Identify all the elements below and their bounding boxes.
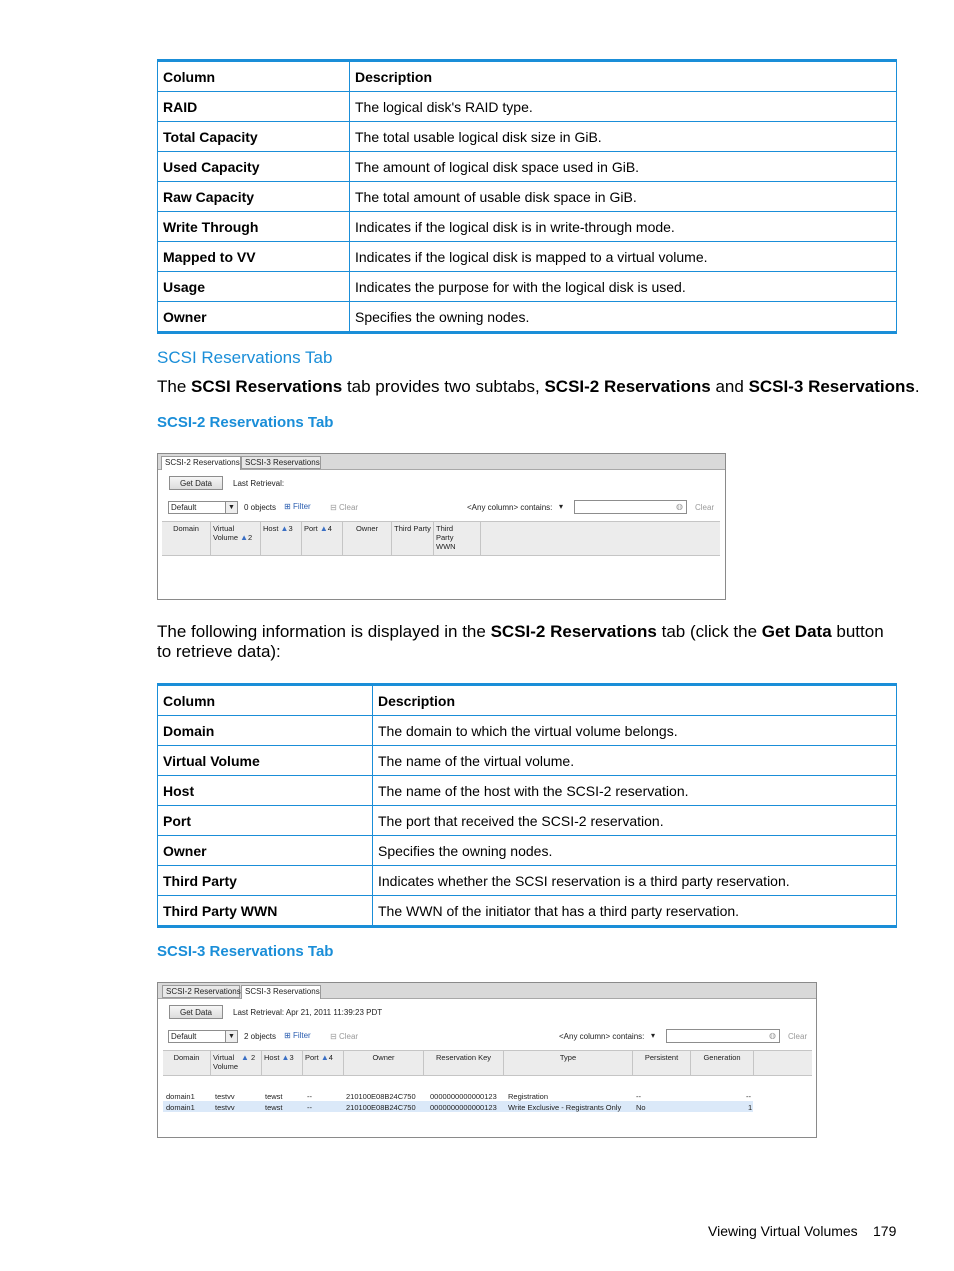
section-heading: SCSI Reservations Tab	[157, 348, 333, 367]
table-cell[interactable]: 1	[748, 1103, 753, 1112]
col-port[interactable]	[302, 522, 343, 555]
filter-icon: ⊞	[284, 1031, 291, 1040]
table-cell-desc: Indicates the purpose for with the logical disk is used.	[350, 272, 897, 302]
text: and	[710, 377, 749, 396]
last-retrieval-label: Last Retrieval: Apr 21, 2011 11:39:23 PDT	[233, 1008, 383, 1017]
clear-filter-button[interactable]	[330, 1032, 358, 1041]
description-header: Description	[350, 61, 897, 92]
table-cell[interactable]: tewst	[265, 1092, 283, 1101]
filter-button[interactable]	[284, 502, 311, 511]
table-cell-key: Third Party WWN	[158, 896, 373, 927]
filter-label: Filter	[292, 1031, 311, 1040]
table-cell-key: Domain	[158, 716, 373, 746]
chevron-down-icon: ▼	[225, 502, 237, 513]
tab-panel	[158, 999, 816, 1137]
table-cell-key: Owner	[158, 302, 350, 333]
table-cell-desc: The port that received the SCSI-2 reservation.	[373, 806, 897, 836]
tab-scsi3-reservations[interactable]: SCSI-3 Reservations	[241, 456, 321, 469]
table-cell-desc: The logical disk's RAID type.	[350, 92, 897, 122]
text: tab (click the	[656, 622, 762, 641]
table-cell-key: Raw Capacity	[158, 182, 350, 212]
view-select[interactable]	[168, 501, 238, 514]
scsi2-paragraph	[157, 622, 899, 662]
table-cell-desc: The amount of logical disk space used in GiB.	[350, 152, 897, 182]
sort-asc-icon: ▲	[319, 524, 328, 533]
table-cell[interactable]: --	[746, 1092, 751, 1101]
sort-asc-icon: ▲	[280, 524, 289, 533]
table-row	[158, 716, 897, 746]
object-count: 2 objects	[244, 1032, 277, 1041]
table-cell-desc: The WWN of the initiator that has a third party reservation.	[373, 896, 897, 927]
search-input[interactable]	[666, 1029, 780, 1043]
any-column-label: <Any column> contains:	[559, 1032, 645, 1041]
col-virtual-volume[interactable]	[211, 1051, 262, 1075]
tab-bar	[158, 983, 816, 999]
table-row	[158, 302, 897, 333]
search-icon: ◍	[676, 502, 683, 511]
tab-bar	[158, 454, 725, 470]
table-cell-key: Owner	[158, 836, 373, 866]
table-row	[158, 182, 897, 212]
table-cell-key: Third Party	[158, 866, 373, 896]
col-reservation-key[interactable]: Reservation Key	[424, 1051, 504, 1075]
get-data-button[interactable]: Get Data	[169, 476, 223, 490]
col-host[interactable]	[261, 522, 302, 555]
col-domain[interactable]: Domain	[163, 1051, 211, 1075]
clear-label: Clear	[338, 503, 359, 512]
search-icon: ◍	[769, 1031, 776, 1040]
col-generation[interactable]: Generation	[691, 1051, 754, 1075]
table-cell-key: Host	[158, 776, 373, 806]
col-label: Host	[264, 1053, 280, 1062]
view-select-value: Default	[171, 503, 197, 512]
table-row	[158, 152, 897, 182]
sort-order: 2	[251, 1053, 256, 1062]
logical-disk-columns-table	[157, 59, 897, 334]
col-virtual-volume[interactable]	[211, 522, 261, 555]
table-row	[158, 776, 897, 806]
clear-filter-button[interactable]	[330, 503, 358, 512]
table-cell-desc: Indicates whether the SCSI reservation is a third party reservation.	[373, 866, 897, 896]
table-cell-key: Usage	[158, 272, 350, 302]
table-cell-key: Port	[158, 806, 373, 836]
table-cell-key: Mapped to VV	[158, 242, 350, 272]
table-header-row	[158, 61, 897, 92]
col-owner[interactable]: Owner	[344, 1051, 424, 1075]
scsi2-columns-table	[157, 683, 897, 928]
column-header: Column	[158, 685, 373, 716]
clear-icon: ⊟	[330, 1032, 337, 1041]
text: tab provides two subtabs,	[342, 377, 545, 396]
clear-label: Clear	[338, 1032, 359, 1041]
sort-asc-icon: ▲	[241, 1053, 249, 1062]
col-third-party-wwn[interactable]	[434, 522, 481, 555]
table-cell[interactable]: --	[636, 1092, 641, 1101]
table-cell-key: Used Capacity	[158, 152, 350, 182]
table-cell[interactable]: domain1	[166, 1103, 195, 1112]
view-select[interactable]	[168, 1030, 238, 1043]
col-third-party[interactable]: Third Party	[392, 522, 434, 555]
sort-order: 3	[289, 1053, 294, 1062]
get-data-button[interactable]: Get Data	[169, 1005, 223, 1019]
column-header: Column	[158, 61, 350, 92]
col-label: Host	[263, 524, 279, 533]
clear-search-button[interactable]: Clear	[695, 503, 715, 512]
table-row	[158, 746, 897, 776]
subsection-heading-scsi2: SCSI-2 Reservations Tab	[157, 414, 334, 431]
filter-button[interactable]	[284, 1031, 311, 1040]
col-domain[interactable]: Domain	[162, 522, 211, 555]
table-cell[interactable]: 210100E08B24C750	[346, 1092, 416, 1101]
intro-paragraph	[157, 377, 920, 397]
table-cell-key: Total Capacity	[158, 122, 350, 152]
filter-label: Filter	[292, 502, 311, 511]
text: The	[157, 377, 192, 396]
table-cell-desc: The name of the host with the SCSI-2 reservation.	[373, 776, 897, 806]
table-cell-key: Write Through	[158, 212, 350, 242]
sort-order: 4	[327, 524, 332, 533]
table-cell[interactable]: 210100E08B24C750	[346, 1103, 416, 1112]
table-cell[interactable]: testvv	[215, 1103, 235, 1112]
sort-asc-icon: ▲	[281, 1053, 290, 1062]
footer-title: Viewing Virtual Volumes	[708, 1223, 858, 1239]
bold-text: SCSI-2 Reservations	[490, 622, 657, 641]
sort-asc-icon: ▲	[240, 533, 249, 542]
table-header-row	[158, 685, 897, 716]
table-cell[interactable]: --	[307, 1103, 312, 1112]
col-label: Third Party WWN	[436, 524, 456, 551]
table-cell[interactable]: tewst	[265, 1103, 283, 1112]
col-host[interactable]	[262, 1051, 303, 1075]
filter-icon: ⊞	[284, 502, 291, 511]
table-row	[158, 212, 897, 242]
subsection-heading-scsi3: SCSI-3 Reservations Tab	[157, 943, 334, 960]
table-row	[158, 866, 897, 896]
table-row	[158, 806, 897, 836]
chevron-down-icon[interactable]: ▾	[651, 1031, 656, 1040]
col-owner[interactable]: Owner	[343, 522, 392, 555]
table-cell-desc: Specifies the owning nodes.	[350, 302, 897, 333]
col-label: Virtual Volume	[213, 1053, 239, 1071]
sort-order: 2	[248, 533, 253, 542]
bold-text: SCSI Reservations	[191, 377, 343, 396]
text: button to retrieve data):	[157, 622, 884, 661]
table-row	[158, 122, 897, 152]
any-column-label: <Any column> contains:	[467, 503, 553, 512]
table-cell[interactable]: domain1	[166, 1092, 195, 1101]
table-cell[interactable]: 0000000000000123	[430, 1103, 497, 1112]
table-row	[158, 836, 897, 866]
page-number: 179	[873, 1223, 897, 1239]
table-row	[158, 92, 897, 122]
bold-text: SCSI-3 Reservations	[748, 377, 915, 396]
table-row	[158, 896, 897, 927]
chevron-down-icon: ▼	[225, 1031, 237, 1042]
table-cell[interactable]: testvv	[215, 1092, 235, 1101]
scsi2-screenshot	[157, 453, 726, 600]
clear-search-button[interactable]: Clear	[788, 1032, 808, 1041]
col-label: Port	[304, 524, 318, 533]
view-select-value: Default	[171, 1032, 197, 1041]
bold-text: Get Data	[761, 622, 832, 641]
table-cell-desc: The total amount of usable disk space in GiB.	[350, 182, 897, 212]
table-cell[interactable]: Write Exclusive - Registrants Only	[508, 1103, 622, 1112]
chevron-down-icon[interactable]: ▾	[559, 502, 564, 511]
sort-order: 4	[328, 1053, 333, 1062]
tab-scsi3-reservations[interactable]: SCSI-3 Reservations	[241, 985, 321, 999]
table-cell-desc: The domain to which the virtual volume belongs.	[373, 716, 897, 746]
bold-text: SCSI-2 Reservations	[544, 377, 711, 396]
table-cell[interactable]: No	[636, 1103, 646, 1112]
table-cell[interactable]: --	[307, 1092, 312, 1101]
table-row	[158, 272, 897, 302]
grid-header	[162, 521, 720, 556]
col-port[interactable]	[303, 1051, 344, 1075]
table-cell[interactable]: 0000000000000123	[430, 1092, 497, 1101]
clear-icon: ⊟	[330, 503, 337, 512]
col-label: Port	[305, 1053, 319, 1062]
tab-panel	[158, 470, 725, 599]
table-cell[interactable]: Registration	[508, 1092, 549, 1101]
description-header: Description	[373, 685, 897, 716]
col-type[interactable]: Type	[504, 1051, 633, 1075]
scsi3-screenshot	[157, 982, 817, 1138]
table-cell-desc: The name of the virtual volume.	[373, 746, 897, 776]
table-cell-desc: Indicates if the logical disk is mapped to a virtual volume.	[350, 242, 897, 272]
table-cell-key: Virtual Volume	[158, 746, 373, 776]
object-count: 0 objects	[244, 503, 277, 512]
text: The following information is displayed in the	[157, 622, 491, 641]
text: .	[914, 377, 920, 396]
table-row	[158, 242, 897, 272]
col-persistent[interactable]: Persistent	[633, 1051, 691, 1075]
last-retrieval-label: Last Retrieval:	[233, 479, 285, 488]
col-label: Virtual Volume	[213, 524, 239, 542]
search-input[interactable]	[574, 500, 687, 514]
grid-header	[163, 1050, 812, 1076]
sort-order: 3	[288, 524, 293, 533]
table-cell-desc: The total usable logical disk size in GiB.	[350, 122, 897, 152]
table-cell-desc: Indicates if the logical disk is in write-through mode.	[350, 212, 897, 242]
tab-scsi2-reservations[interactable]: SCSI-2 Reservations	[162, 985, 240, 998]
sort-asc-icon: ▲	[320, 1053, 329, 1062]
table-cell-desc: Specifies the owning nodes.	[373, 836, 897, 866]
table-cell-key: RAID	[158, 92, 350, 122]
tab-scsi2-reservations[interactable]: SCSI-2 Reservations	[161, 456, 241, 470]
